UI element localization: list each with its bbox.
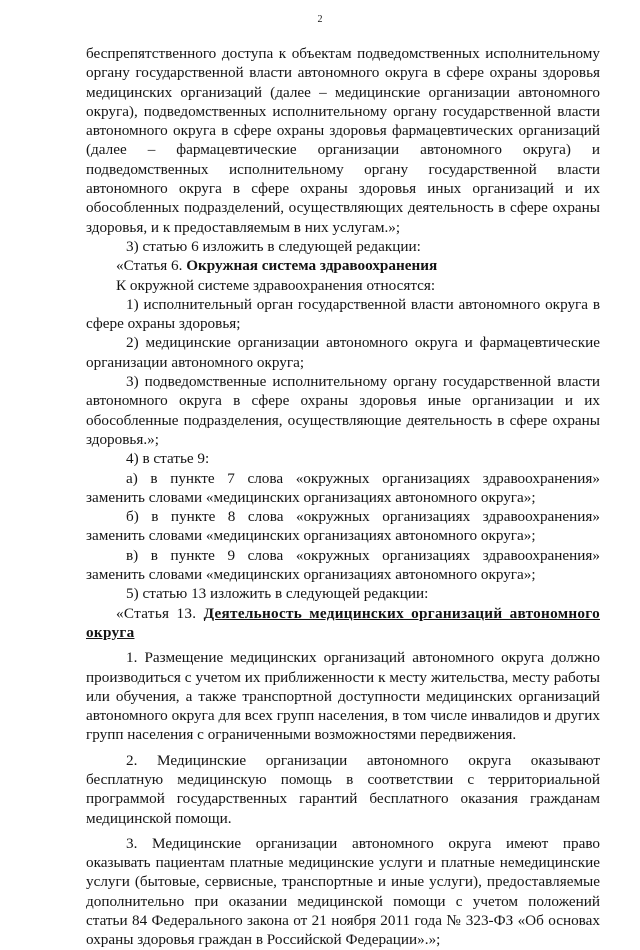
paragraph-article-6-point-1: 1) исполнительный орган государственной власти автономного округа в сфере охраны здоровья; (86, 295, 600, 333)
article-6-heading (86, 256, 600, 275)
paragraph-article-6-intro: К окружной системе здравоохранения относятся: (116, 276, 436, 294)
paragraph-article-6-point-2: 2) медицинские организации автономного округа и фармацевтические организации автономного округа; (86, 334, 600, 371)
article-13-title: Деятельность медицинских организаций автономного округа (86, 604, 600, 641)
paragraph-article-6-point-3: 3) подведомственные исполнительному органу государственной власти автономного округа в сфере охраны здоровья иные организации и их обособленные подразделения, осуществляющие деятельность в сфере охраны здоровья.»; (86, 373, 600, 448)
paragraph-item-4b: б) в пункте 8 слова «окружных организациях здравоохранения» заменить словами «медицинских организациях автономного округа»; (86, 508, 600, 545)
paragraph-item-4: 4) в статье 9: (126, 450, 210, 468)
article-6-prefix: «Статья 6. (116, 257, 187, 275)
page-number: 2 (317, 14, 323, 25)
article-13-heading (86, 604, 600, 643)
paragraph-continuation: беспрепятственного доступа к объектам подведомственных исполнительному органу государственной власти автономного округа в сфере охраны здоровья медицинских организаций (далее – медицинские организации автономного округа), подведомственных исполнительному органу государственной власти автономного округа в сфере охраны здоровья фармацевтических организаций (далее – фармацевтические организации автономного округа) и подведомственных исполнительному органу государственной власти автономного округа в сфере охраны здоровья иных организаций и их обособленных подразделений, осуществляющих деятельность в сфере охраны здоровья, и к предоставляемым в них услугам.»; (86, 45, 600, 236)
article-6-title: Окружная система здравоохранения (186, 257, 438, 275)
paragraph-article-13-point-2: 2. Медицинские организации автономного округа оказывают бесплатную медицинскую помощь в соответствии с территориальной программой государственных гарантий бесплатного оказания гражданам медицинской помощи. (86, 751, 600, 827)
document-body (86, 44, 600, 950)
paragraph-item-5: 5) статью 13 изложить в следующей редакции: (126, 585, 429, 603)
paragraph-item-3: 3) статью 6 изложить в следующей редакции: (126, 237, 421, 255)
paragraph-item-4c: в) в пункте 9 слова «окружных организациях здравоохранения» заменить словами «медицинских организациях автономного округа»; (86, 546, 600, 584)
paragraph-article-13-point-3: 3. Медицинские организации автономного округа имеют право оказывать пациентам платные медицинские услуги и платные немедицинские услуги (бытовые, сервисные, транспортные и иные услуги), предоставляемые дополнительно при оказании медицинской помощи с учетом положений статьи 84 Федерального закона от 21 ноября 2011 года № 323-ФЗ «Об основах охраны здоровья граждан в Российской Федерации».»; (86, 834, 600, 949)
paragraph-article-13-point-1: 1. Размещение медицинских организаций автономного округа должно производиться с учетом их приближенности к месту жительства, месту работы или обучения, а также транспортной доступности медицинских организаций автономного округа для всех групп населения, в том числе инвалидов и других групп населения с ограниченными возможностями передвижения. (86, 649, 600, 744)
article-13-prefix: «Статья 13. (116, 604, 204, 622)
paragraph-item-4a: а) в пункте 7 слова «окружных организациях здравоохранения» заменить словами «медицинских организациях автономного округа»; (86, 469, 600, 506)
